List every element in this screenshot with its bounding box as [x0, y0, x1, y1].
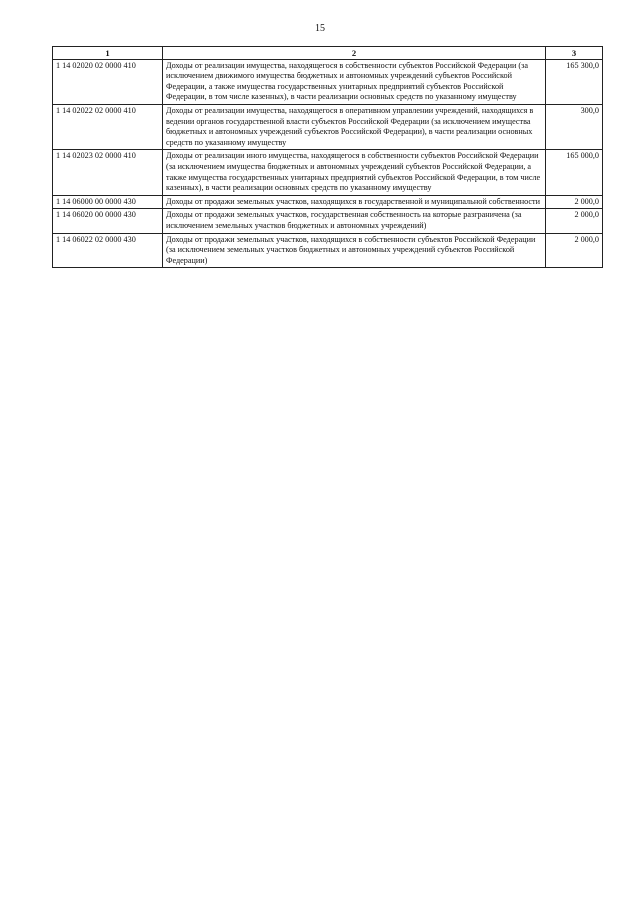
table-row [53, 150, 603, 195]
row-amount: 2 000,0 [546, 233, 603, 268]
table-row [53, 104, 603, 149]
row-description: Доходы от продажи земельных участков, находящихся в государственной и муниципальной собственности [163, 195, 546, 209]
table-row [53, 233, 603, 268]
table-row [53, 195, 603, 209]
table-header-row [53, 47, 603, 60]
row-amount: 300,0 [546, 104, 603, 149]
page-number: 15 [315, 23, 325, 34]
row-code: 1 14 02022 02 0000 410 [53, 104, 163, 149]
revenue-table [52, 46, 603, 268]
row-description: Доходы от реализации иного имущества, находящегося в собственности субъектов Российской Федерации (за исключением имущества бюджетных и автономных учреждений субъектов Российской Федерации, а также имущества государственных унитарных предприятий субъектов Российской Федерации, в том числе казенных), в части реализации основных средств по указанному имуществу [163, 150, 546, 195]
row-amount: 2 000,0 [546, 195, 603, 209]
row-code: 1 14 02023 02 0000 410 [53, 150, 163, 195]
row-code: 1 14 06000 00 0000 430 [53, 195, 163, 209]
table-row [53, 59, 603, 104]
row-description: Доходы от реализации имущества, находящегося в собственности субъектов Российской Федерации (за исключением движимого имущества бюджетных и автономных учреждений субъектов Российской Федерации, а также имущества государственных унитарных предприятий субъектов Российской Федерации, в том числе казенных), в части реализации основных средств по указанному имуществу [163, 59, 546, 104]
column-header-amount: 3 [546, 47, 603, 60]
column-header-code: 1 [53, 47, 163, 60]
row-code: 1 14 06022 02 0000 430 [53, 233, 163, 268]
row-amount: 2 000,0 [546, 209, 603, 233]
row-code: 1 14 06020 00 0000 430 [53, 209, 163, 233]
row-description: Доходы от реализации имущества, находящегося в оперативном управлении учреждений, находящихся в ведении органов государственной власти субъектов Российской Федерации (за исключением имущества бюджетных и автономных учреждений субъектов Российской Федерации), в части реализации основных средств по указанному имуществу [163, 104, 546, 149]
table-row [53, 209, 603, 233]
row-amount: 165 000,0 [546, 150, 603, 195]
column-header-description: 2 [163, 47, 546, 60]
row-description: Доходы от продажи земельных участков, находящихся в собственности субъектов Российской Федерации (за исключением земельных участков бюджетных и автономных учреждений субъектов Российской Федерации) [163, 233, 546, 268]
row-code: 1 14 02020 02 0000 410 [53, 59, 163, 104]
row-amount: 165 300,0 [546, 59, 603, 104]
row-description: Доходы от продажи земельных участков, государственная собственность на которые разграничена (за исключением земельных участков бюджетных и автономных учреждений) [163, 209, 546, 233]
